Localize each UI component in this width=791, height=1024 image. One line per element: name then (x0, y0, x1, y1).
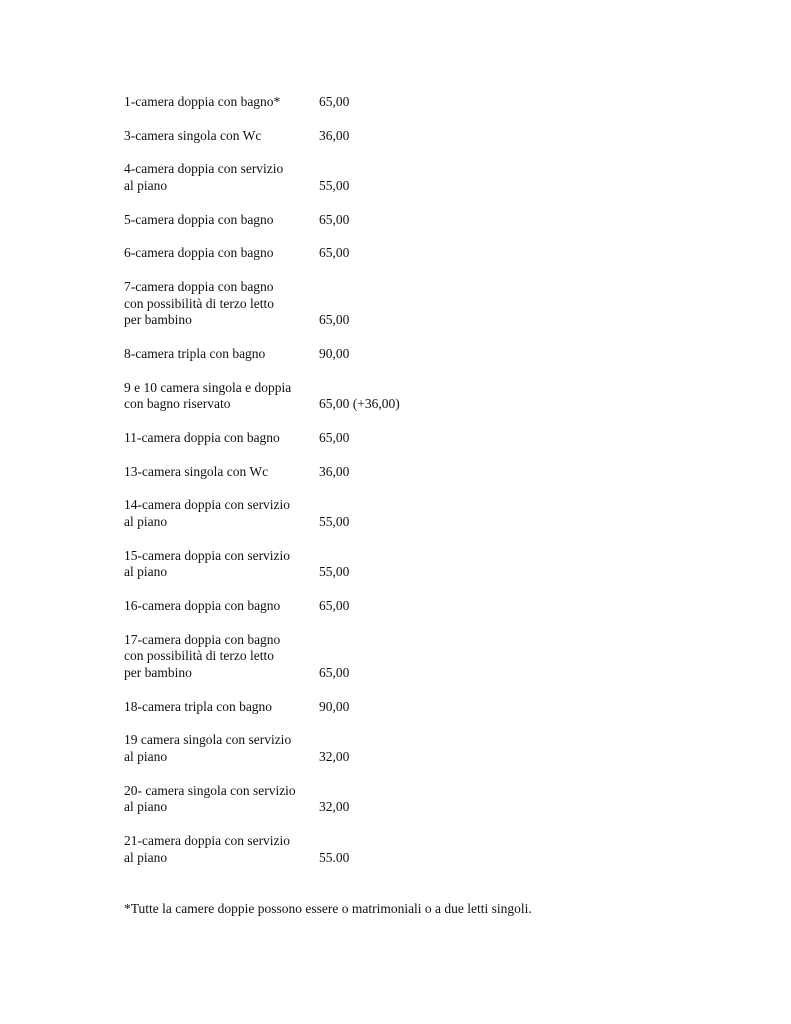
room-price: 65,00 (319, 245, 350, 261)
room-price: 90,00 (319, 698, 350, 714)
room-row (124, 161, 724, 195)
room-price: 55,00 (319, 564, 350, 580)
room-label: 16-camera doppia con bagno (124, 597, 281, 613)
room-price: 65,00 (319, 665, 350, 681)
room-price: 32,00 (319, 799, 350, 815)
room-price: 55,00 (319, 513, 350, 529)
room-row (124, 833, 724, 867)
room-price: 65,00 (319, 94, 350, 109)
room-price: 90,00 (319, 345, 350, 361)
room-price: 55.00 (319, 849, 350, 865)
room-label: 20- camera singola con servizio al piano (124, 782, 296, 815)
room-row (124, 245, 724, 262)
room-label: 13-camera singola con Wc (124, 463, 269, 479)
room-label: 19 camera singola con servizio al piano (124, 732, 292, 765)
room-price: 65,00 (319, 312, 350, 328)
room-label: 3-camera singola con Wc (124, 127, 262, 143)
room-price: 36,00 (319, 127, 350, 143)
room-row (124, 497, 724, 531)
room-row (124, 632, 724, 682)
room-price: 65,00 (319, 211, 350, 227)
room-price: 65,00 (319, 429, 350, 445)
footnote: *Tutte la camere doppie possono essere o matrimoniali o a due letti singoli. (124, 901, 532, 916)
room-price: 65,00 (319, 597, 350, 613)
room-label: 4-camera doppia con servizio al piano (124, 161, 284, 193)
room-label: 9 e 10 camera singola e doppia con bagno riservato (124, 379, 292, 412)
room-row (124, 464, 724, 481)
room-row (124, 380, 724, 414)
room-label: 11-camera doppia con bagno (124, 429, 280, 445)
room-price: 65,00 (+36,00) (319, 396, 400, 412)
room-label: 21-camera doppia con servizio al piano (124, 833, 291, 865)
room-price: 32,00 (319, 749, 350, 765)
room-row (124, 548, 724, 582)
room-label: 5-camera doppia con bagno (124, 211, 274, 227)
room-row (124, 346, 724, 363)
room-price: 36,00 (319, 463, 350, 479)
room-label: 14-camera doppia con servizio al piano (124, 497, 291, 529)
room-label: 18-camera tripla con bagno (124, 698, 273, 714)
room-row (124, 699, 724, 716)
room-price: 55,00 (319, 177, 350, 193)
room-label: 15-camera doppia con servizio al piano (124, 547, 291, 580)
room-price-list (124, 94, 724, 883)
room-row (124, 430, 724, 447)
room-row (124, 94, 724, 111)
room-row (124, 598, 724, 615)
room-label: 8-camera tripla con bagno (124, 345, 266, 361)
room-label: 7-camera doppia con bagno con possibilità di terzo letto per bambino (124, 278, 274, 328)
room-row (124, 279, 724, 329)
room-row (124, 212, 724, 229)
room-row (124, 783, 724, 817)
room-label: 1-camera doppia con bagno* (124, 94, 281, 109)
room-row (124, 128, 724, 145)
room-row (124, 732, 724, 766)
room-label: 17-camera doppia con bagno con possibilità di terzo letto per bambino (124, 631, 281, 681)
room-label: 6-camera doppia con bagno (124, 245, 274, 261)
